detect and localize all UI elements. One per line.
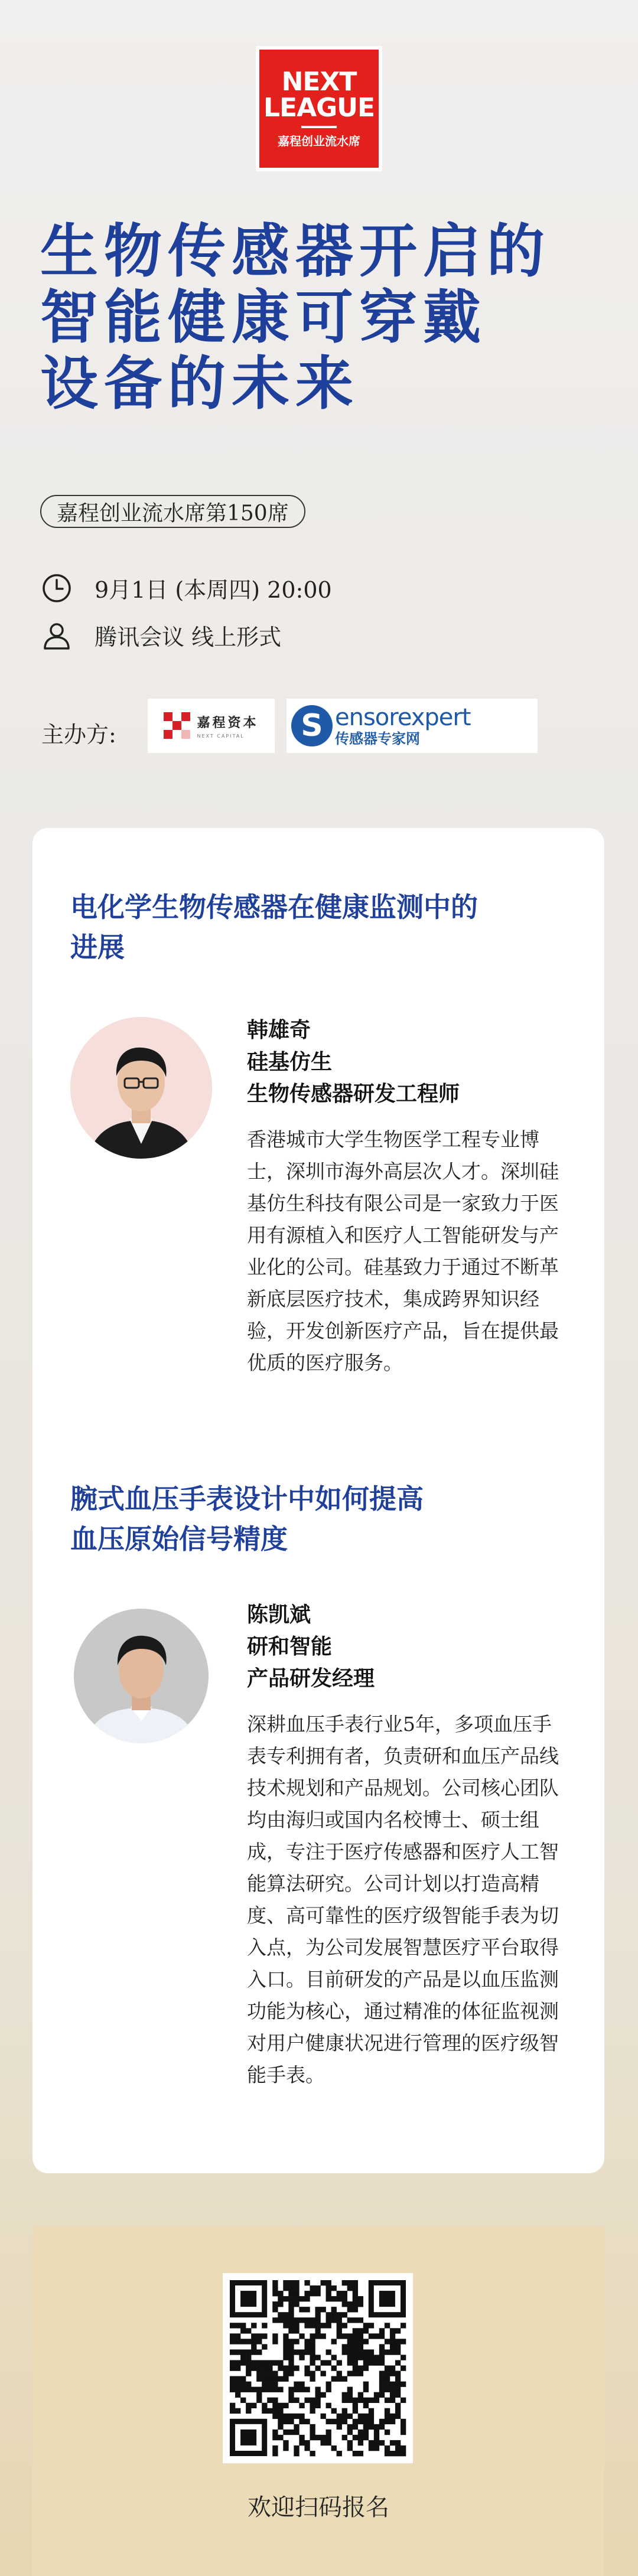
speaker-2-avatar (74, 1609, 209, 1743)
person-icon (41, 620, 72, 651)
talk-1-title (70, 887, 543, 967)
talk-2-title-line-1: 腕式血压手表设计中如何提高 (70, 1483, 424, 1515)
qr-section (32, 2226, 604, 2576)
sensorexpert-s-icon: S (291, 705, 333, 746)
logo-line-2: LEAGUE (263, 92, 375, 123)
clock-icon (41, 573, 72, 604)
title-line-1: 生物传感器开启的 (40, 217, 551, 285)
speakers-card (32, 828, 604, 2173)
speaker-1-name: 韩雄奇 (247, 1018, 311, 1042)
talk-2-title (70, 1479, 543, 1559)
qr-caption: 欢迎扫码报名 (248, 2494, 389, 2521)
event-date: 9月1日 (本周四) 20:00 (95, 577, 332, 603)
talk-2-title-line-2: 血压原始信号精度 (70, 1523, 288, 1555)
session-badge: 嘉程创业流水席第150席 (40, 495, 305, 528)
speaker-2-role: 产品研发经理 (247, 1666, 375, 1691)
speaker-2-bio: 深耕血压手表行业5年，多项血压手表专利拥有者，负责研和血压产品线技术规划和产品规划。公司核心团队均由海归或国内名校博士、硕士组成，专注于医疗传感器和医疗人工智能算法研究。公司计划以打造高精度、高可靠性的医疗级智能手表为切入点，为公司发展智慧医疗平台取得入口。目前研发的产品是以血压监测功能为核心，通过精准的体征监视测对用户健康状况进行管理的医疗级智能手表。 (247, 1713, 559, 2086)
talk-1-title-line-1: 电化学生物传感器在健康监测中的 (70, 891, 478, 923)
speaker-1-bio: 香港城市大学生物医学工程专业博士，深圳市海外高层次人才。深圳硅基仿生科技有限公司是一家致力于医用有源植入和医疗人工智能研发与产业化的公司。硅基致力于通过不断革新底层医疗技术，集成跨界知识经验，开发创新医疗产品，旨在提供最优质的医疗服务。 (247, 1128, 559, 1374)
speaker-1-company: 硅基仿生 (247, 1049, 333, 1074)
host1-name: 嘉程资本 (197, 716, 259, 731)
next-capital-logo (148, 699, 275, 753)
host2-name: 传感器专家网 (335, 731, 420, 747)
speaker-1-role: 生物传感器研发工程师 (247, 1081, 460, 1106)
host2-english: ensorexpert (335, 704, 471, 731)
talk-1-title-line-2: 进展 (70, 931, 125, 963)
host1-english: NEXT CAPITAL (197, 733, 245, 739)
event-date-row (41, 572, 332, 604)
event-place-row (41, 619, 281, 651)
title-line-2: 智能健康可穿戴 (40, 283, 487, 351)
next-capital-mark-icon (164, 712, 191, 739)
speaker-1-avatar (70, 1017, 212, 1159)
page-title (40, 219, 607, 417)
speaker-2-info (247, 1599, 566, 2091)
registration-qr-code[interactable] (223, 2273, 413, 2463)
speaker-2-company: 研和智能 (247, 1634, 333, 1659)
host-label: 主办方: (41, 722, 116, 748)
title-line-3: 设备的未来 (40, 350, 360, 418)
speaker-1-info (247, 1014, 566, 1379)
sensorexpert-logo (287, 699, 538, 753)
next-league-logo (256, 46, 382, 171)
logo-divider (301, 126, 337, 128)
logo-line-1: NEXT (281, 66, 357, 97)
logo-line-3: 嘉程创业流水席 (278, 133, 360, 148)
event-place: 腾讯会议 线上形式 (95, 624, 282, 650)
speaker-2-name: 陈凯斌 (247, 1602, 311, 1627)
